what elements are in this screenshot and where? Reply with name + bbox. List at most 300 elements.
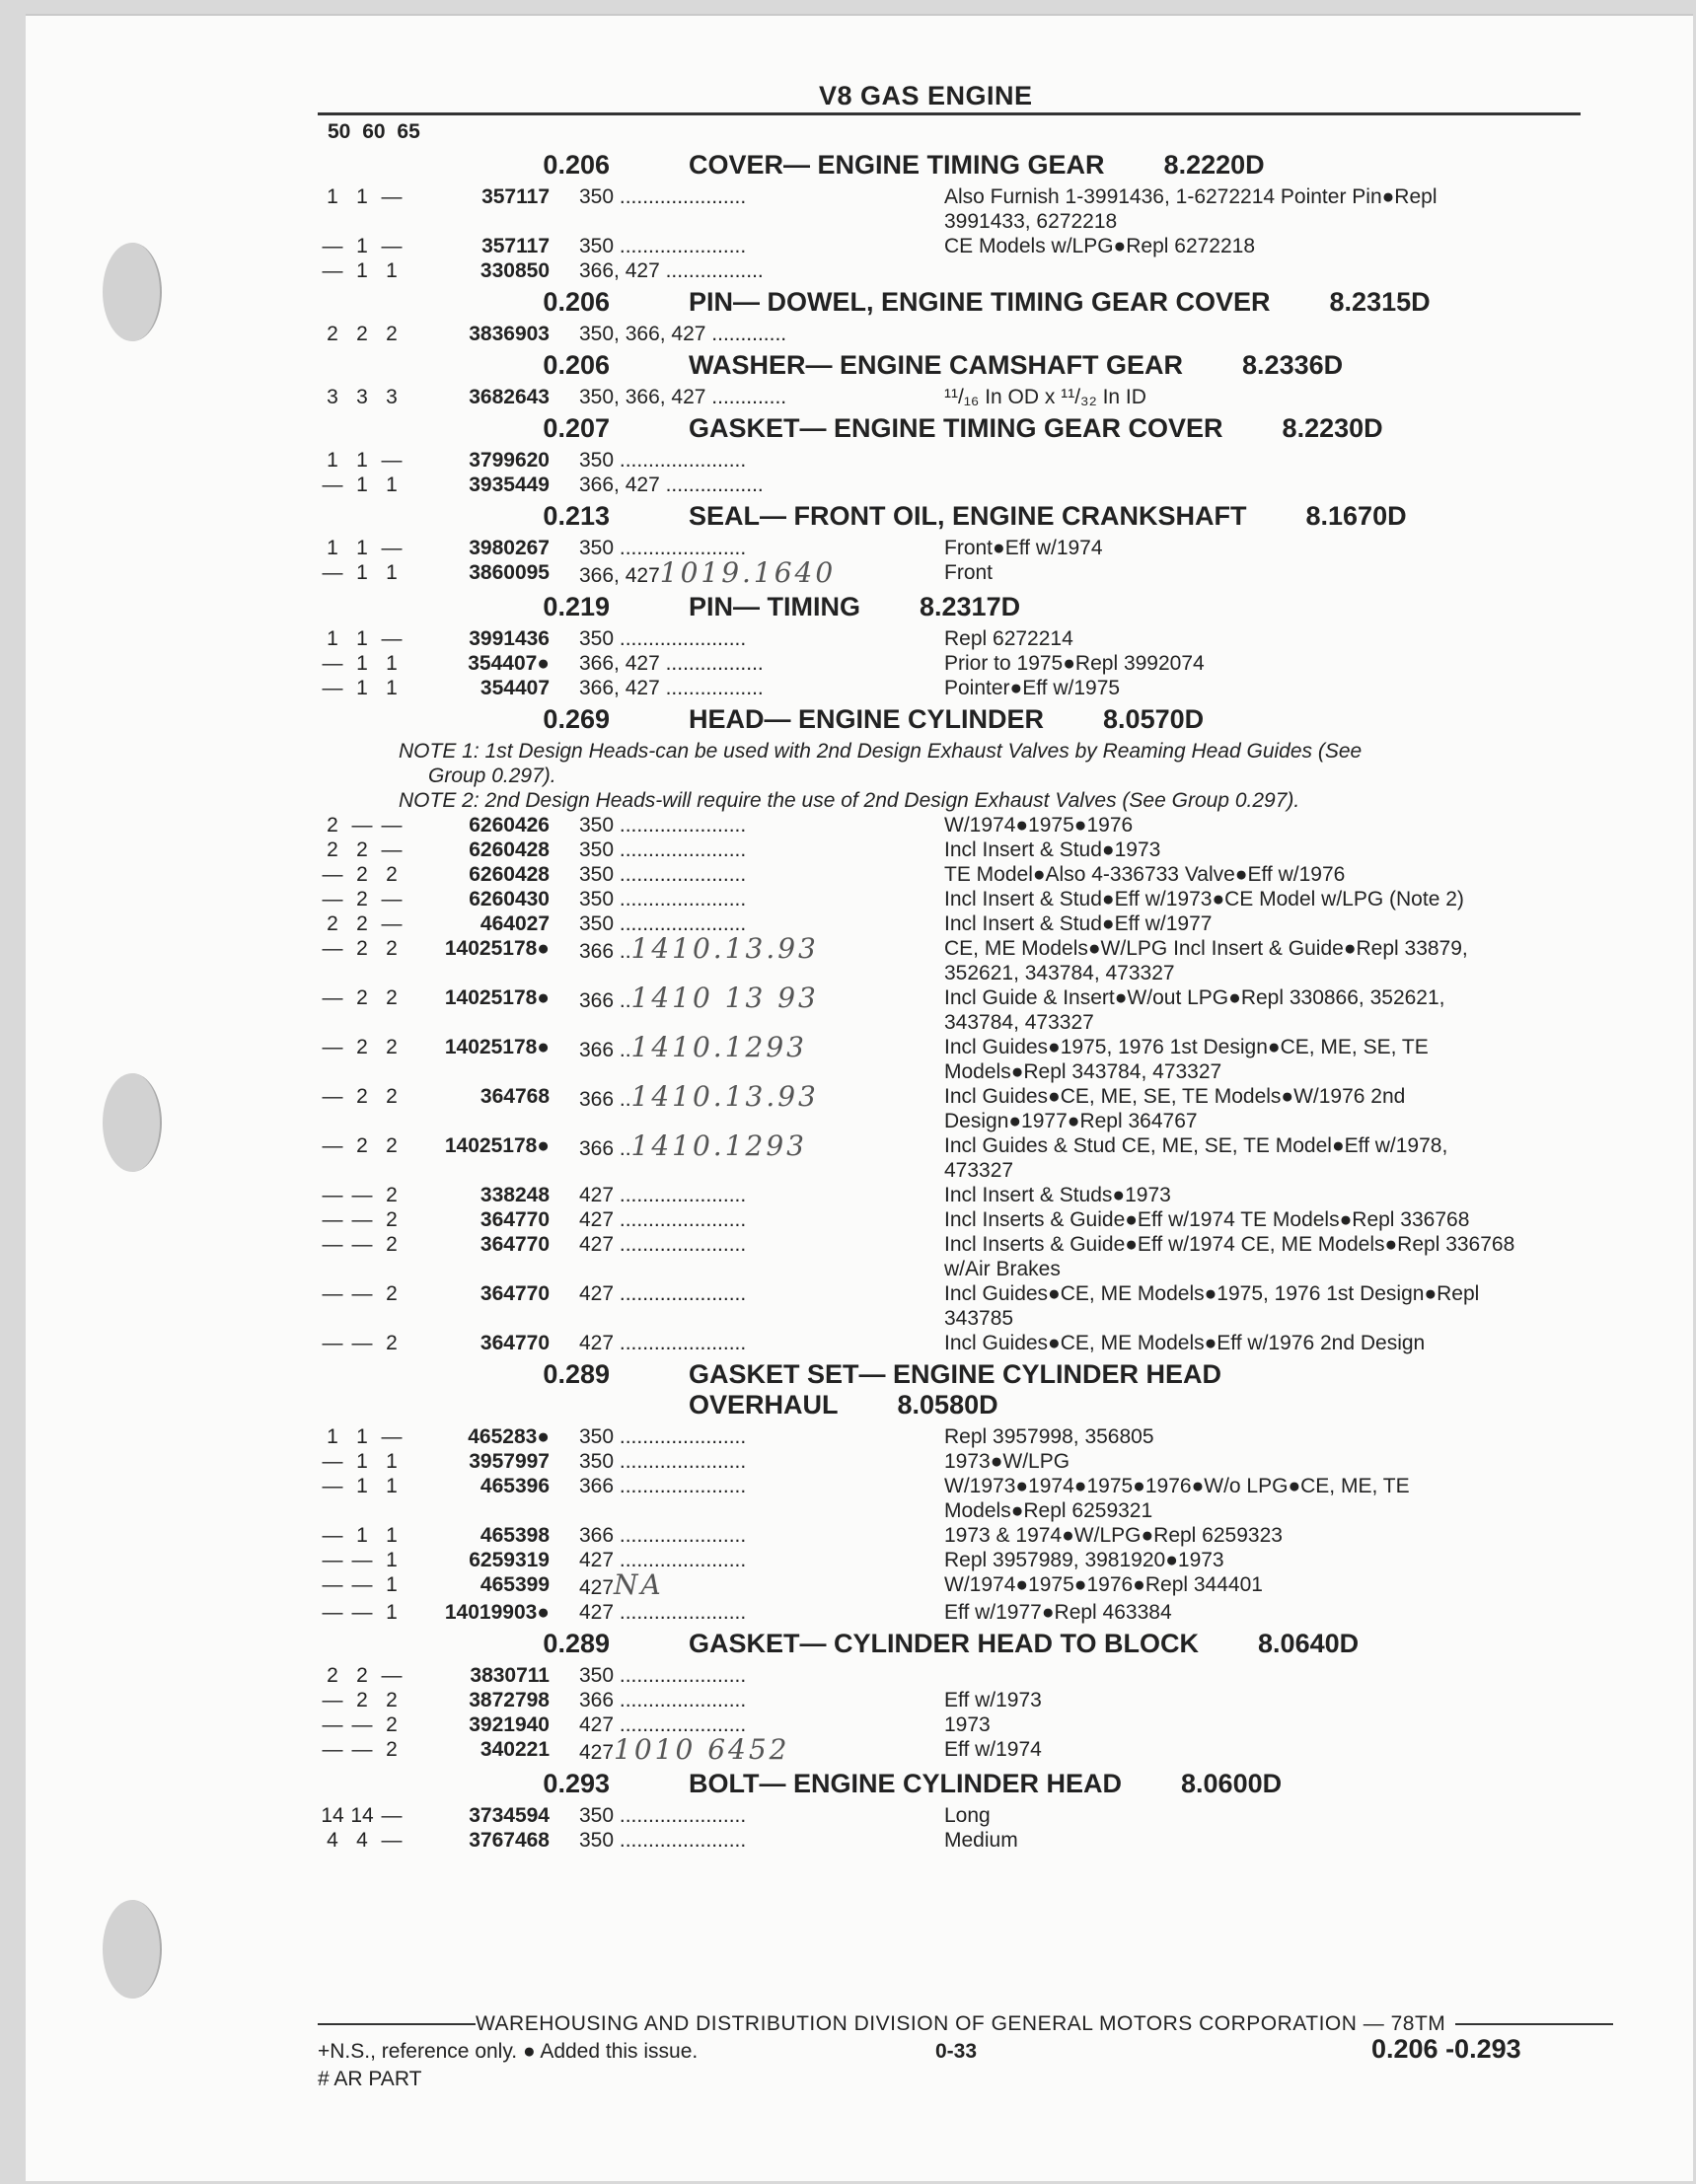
footer-publisher	[318, 2012, 1613, 2036]
model-cell	[579, 1523, 944, 1548]
part-number: 14025178●	[444, 937, 550, 960]
quantity-cell: 2	[356, 863, 368, 886]
part-number: 3980267	[469, 537, 550, 559]
model-text: 350 ......................	[579, 1425, 747, 1448]
model-text: 350 ......................	[579, 1664, 747, 1687]
part-number: 465283●	[468, 1425, 550, 1448]
part-number: 364768	[479, 1085, 550, 1108]
part-number: 3767468	[469, 1829, 550, 1852]
quantity-cell: 2	[386, 986, 398, 1009]
description-cell: Incl Inserts & Guide●Eff w/1974 CE, ME Models●Repl 336768 w/Air Brakes	[944, 1233, 1515, 1280]
description-cell: Incl Insert & Studs●1973	[944, 1184, 1171, 1206]
quantity-cell: 1	[386, 1475, 398, 1497]
part-number: 14025178●	[444, 1134, 550, 1157]
quantity-cell: —	[322, 1689, 343, 1711]
part-number: 3799620	[469, 449, 550, 472]
group-number: 0.289	[543, 1359, 610, 1389]
description-cell: TE Model●Also 4-336733 Valve●Eff w/1976	[944, 863, 1346, 886]
section-name	[689, 1769, 1282, 1799]
section-code: 8.2220D	[1163, 150, 1265, 180]
quantity-cell: —	[351, 1184, 373, 1206]
table-row	[318, 1523, 1600, 1548]
quantity-cell: —	[322, 235, 343, 257]
description-cell: Front	[944, 561, 994, 584]
description-cell: CE Models w/LPG●Repl 6272218	[944, 235, 1256, 257]
quantity-cell: 2	[356, 1085, 368, 1108]
section-name-text-2: OVERHAUL	[689, 1390, 839, 1420]
model-text: 427 ......................	[579, 1208, 747, 1231]
quantity-cell: 2	[386, 1282, 398, 1305]
model-text: 366, 427 .................	[579, 259, 764, 282]
description-cell: Incl Guides & Stud CE, ME, SE, TE Model●Eff w/1978, 473327	[944, 1134, 1448, 1182]
table-row	[318, 1737, 1600, 1765]
model-text: 366 ......................	[579, 1524, 747, 1547]
table-row	[318, 322, 1600, 346]
table-row	[318, 676, 1600, 700]
quantity-cell: —	[322, 1208, 343, 1231]
part-number: 3872798	[469, 1689, 550, 1711]
quantity-cell: 2	[386, 1689, 398, 1711]
description-cell	[944, 473, 1516, 497]
model-text: 350 ......................	[579, 1450, 747, 1473]
table-row	[318, 862, 1600, 887]
group-number: 0.219	[543, 592, 610, 621]
quantity-cell: 2	[356, 888, 368, 910]
model-cell	[579, 1232, 944, 1281]
model-cell	[579, 1737, 944, 1765]
part-number: 354407	[479, 677, 550, 699]
quantity-cell: 1	[356, 1475, 368, 1497]
quantity-cell: 2	[356, 838, 368, 861]
quantity-cell: 3	[356, 386, 368, 408]
handwritten-note: 1410 13 93	[630, 985, 819, 1014]
description-cell: Eff w/1974	[944, 1738, 1042, 1761]
model-text: 350 ......................	[579, 1804, 747, 1827]
section-name	[689, 1629, 1359, 1659]
model-cell	[579, 234, 944, 258]
quantity-cell: —	[322, 1332, 343, 1354]
section-header	[318, 1769, 1600, 1799]
table-row	[318, 1084, 1600, 1133]
section-note	[318, 788, 1600, 813]
table-row	[318, 1663, 1600, 1688]
section-note	[318, 739, 1600, 788]
model-text: 350 ......................	[579, 863, 747, 886]
footer-rule	[1455, 2023, 1613, 2025]
footer-legend: +N.S., reference only. ● Added this issue.	[318, 2040, 699, 2063]
model-text: 427 ......................	[579, 1713, 747, 1736]
handwritten-note: 1410.1293	[630, 1035, 807, 1063]
quantity-cell: —	[351, 1549, 373, 1571]
table-row	[318, 1712, 1600, 1737]
quantity-cell: —	[322, 259, 343, 282]
model-cell	[579, 258, 944, 283]
description-cell: Incl Inserts & Guide●Eff w/1974 TE Models●Repl 336768	[944, 1208, 1470, 1231]
table-row	[318, 1232, 1600, 1281]
quantity-cell: —	[322, 1738, 343, 1761]
group-number: 0.206	[543, 287, 610, 317]
quantity-cell: 2	[386, 937, 398, 960]
handwritten-note: 1410.1293	[630, 1133, 807, 1162]
table-row	[318, 1424, 1600, 1449]
table-row	[318, 651, 1600, 676]
model-cell	[579, 1803, 944, 1828]
model-cell	[579, 911, 944, 936]
part-number: 14025178●	[444, 986, 550, 1009]
quantity-cell: 4	[356, 1829, 368, 1852]
footer-ar-part: # AR PART	[318, 2068, 422, 2090]
description-cell: Incl Guide & Insert●W/out LPG●Repl 330866, 352621, 343784, 473327	[944, 986, 1445, 1034]
part-number: 364770	[479, 1208, 550, 1231]
quantity-cell: —	[322, 652, 343, 675]
model-cell	[579, 1572, 944, 1600]
model-cell	[579, 1600, 944, 1625]
part-number: 464027	[479, 912, 550, 935]
model-cell	[579, 1183, 944, 1207]
quantity-cell: 2	[386, 1208, 398, 1231]
section-name-text: PIN— TIMING	[689, 592, 860, 621]
quantity-cell: 2	[356, 1134, 368, 1157]
section-name-text: PIN— DOWEL, ENGINE TIMING GEAR COVER	[689, 287, 1271, 317]
quantity-cell: —	[381, 912, 403, 935]
model-cell	[579, 448, 944, 473]
model-cell	[579, 813, 944, 837]
section-name	[689, 287, 1431, 318]
table-row	[318, 1449, 1600, 1474]
table-row	[318, 837, 1600, 862]
model-text: 366, 427 .................	[579, 473, 764, 496]
description-cell: W/1973●1974●1975●1976●W/o LPG●CE, ME, TE Models●Repl 6259321	[944, 1475, 1410, 1522]
part-number: 3991436	[469, 627, 550, 650]
table-row	[318, 1035, 1600, 1084]
page-number: 0-33	[935, 2040, 978, 2063]
model-cell	[579, 887, 944, 911]
binder-hole	[103, 1073, 162, 1172]
part-number: 364770	[479, 1332, 550, 1354]
quantity-cell: —	[381, 1804, 403, 1827]
description-cell: Pointer●Eff w/1975	[944, 677, 1121, 699]
quantity-cell: 1	[386, 259, 398, 282]
quantity-cell: 2	[327, 814, 338, 837]
quantity-cell: —	[381, 185, 403, 208]
table-row	[318, 1207, 1600, 1232]
quantity-cell: 1	[356, 627, 368, 650]
quantity-cell: 1	[356, 652, 368, 675]
table-row	[318, 1803, 1600, 1828]
model-cell	[579, 184, 944, 234]
quantity-cell: —	[322, 1713, 343, 1736]
model-cell	[579, 837, 944, 862]
section-header	[318, 413, 1600, 444]
model-text: 350 ......................	[579, 838, 747, 861]
quantity-cell: 2	[356, 937, 368, 960]
model-text: 350 ......................	[579, 912, 747, 935]
quantity-cell: 1	[327, 627, 338, 650]
section-name-text: HEAD— ENGINE CYLINDER	[689, 704, 1045, 734]
quantity-cell: —	[381, 1829, 403, 1852]
part-number: 6260426	[469, 814, 550, 837]
model-cell	[579, 560, 944, 588]
part-number: 465399	[479, 1573, 550, 1596]
group-number: 0.293	[543, 1769, 610, 1798]
quantity-cell: 2	[386, 1713, 398, 1736]
quantity-cell: 1	[356, 537, 368, 559]
column-header: 50 60 65	[328, 120, 420, 143]
description-cell: Eff w/1977●Repl 463384	[944, 1601, 1172, 1624]
quantity-cell: 2	[356, 912, 368, 935]
model-cell	[579, 1828, 944, 1853]
quantity-cell: 2	[327, 838, 338, 861]
description-cell: Incl Insert & Stud●Eff w/1977	[944, 912, 1213, 935]
model-text: 350, 366, 427 .............	[579, 386, 787, 408]
quantity-cell: 1	[327, 449, 338, 472]
quantity-cell: —	[322, 473, 343, 496]
quantity-cell: 1	[386, 1573, 398, 1596]
quantity-cell: 2	[327, 912, 338, 935]
quantity-cell: 1	[356, 259, 368, 282]
quantity-cell: 1	[386, 1450, 398, 1473]
section-name-line2	[689, 1390, 1221, 1420]
model-text: 427 ......................	[579, 1233, 747, 1256]
part-number: 338248	[479, 1184, 550, 1206]
section-code: 8.2336D	[1242, 350, 1344, 380]
quantity-cell: 14	[350, 1804, 374, 1827]
quantity-cell: —	[322, 1601, 343, 1624]
description-cell	[944, 258, 1516, 283]
quantity-cell: 1	[386, 1524, 398, 1547]
quantity-cell: 1	[386, 677, 398, 699]
table-row	[318, 887, 1600, 911]
part-number: 3935449	[469, 473, 550, 496]
model-cell	[579, 1688, 944, 1712]
part-number: 6260428	[469, 863, 550, 886]
table-row	[318, 258, 1600, 283]
section-header	[318, 704, 1600, 735]
model-text: 350 ......................	[579, 235, 747, 257]
section-header	[318, 1629, 1600, 1659]
table-row	[318, 1600, 1600, 1625]
handwritten-note: 1410.13.93	[630, 1084, 819, 1113]
quantity-cell: 1	[386, 652, 398, 675]
quantity-cell: —	[322, 986, 343, 1009]
handwritten-note: NA	[614, 1572, 664, 1600]
quantity-cell: —	[351, 1208, 373, 1231]
model-cell	[579, 985, 944, 1035]
description-cell: Long	[944, 1804, 991, 1827]
part-number: 3921940	[469, 1713, 550, 1736]
model-text: 366, 427	[579, 564, 660, 587]
description-cell: Incl Guides●CE, ME Models●Eff w/1976 2nd Design	[944, 1332, 1426, 1354]
section-header	[318, 150, 1600, 181]
description-cell: Repl 3957989, 3981920●1973	[944, 1549, 1224, 1571]
group-range: 0.206 -0.293	[1371, 2034, 1521, 2064]
quantity-cell: 2	[356, 1689, 368, 1711]
quantity-cell: —	[381, 838, 403, 861]
part-number: 3957997	[469, 1450, 550, 1473]
description-cell: Also Furnish 1-3991436, 1-6272214 Pointer Pin●Repl 3991433, 6272218	[944, 185, 1438, 233]
description-cell: ¹¹/₁₆ In OD x ¹¹/₃₂ In ID	[944, 386, 1146, 408]
quantity-cell: 2	[386, 1184, 398, 1206]
description-cell: 1973 & 1974●W/LPG●Repl 6259323	[944, 1524, 1283, 1547]
description-cell: 1973●W/LPG	[944, 1450, 1070, 1473]
quantity-cell: —	[322, 1134, 343, 1157]
section-header	[318, 287, 1600, 318]
quantity-cell: —	[351, 1738, 373, 1761]
model-text: 366 ......................	[579, 1689, 747, 1711]
description-cell	[944, 448, 1516, 473]
quantity-cell: 2	[356, 323, 368, 345]
section-name	[689, 350, 1343, 381]
description-cell: Eff w/1973	[944, 1689, 1042, 1711]
model-text: 350 ......................	[579, 449, 747, 472]
model-text: 350 ......................	[579, 814, 747, 837]
model-text: 427	[579, 1576, 615, 1599]
part-number: 6259319	[469, 1549, 550, 1571]
description-cell: Repl 6272214	[944, 627, 1073, 650]
table-row	[318, 385, 1600, 409]
quantity-cell: 2	[356, 1664, 368, 1687]
description-cell: Repl 3957998, 356805	[944, 1425, 1154, 1448]
table-row	[318, 936, 1600, 985]
model-text: 427	[579, 1741, 615, 1764]
quantity-cell: —	[381, 888, 403, 910]
quantity-cell: —	[322, 1282, 343, 1305]
model-cell	[579, 1548, 944, 1572]
section-name-text: WASHER— ENGINE CAMSHAFT GEAR	[689, 350, 1184, 380]
group-number: 0.213	[543, 501, 610, 531]
section-name-text: GASKET— CYLINDER HEAD TO BLOCK	[689, 1629, 1200, 1658]
handwritten-note: 1019.1640	[659, 560, 837, 588]
quantity-cell: 2	[356, 1036, 368, 1058]
part-number: 330850	[479, 259, 550, 282]
model-cell	[579, 1035, 944, 1084]
quantity-cell: —	[351, 1233, 373, 1256]
quantity-cell: 1	[356, 235, 368, 257]
section-name-text: GASKET— ENGINE TIMING GEAR COVER	[689, 413, 1223, 443]
model-text: 366 ......................	[579, 1475, 747, 1497]
footer-publisher-text: WAREHOUSING AND DISTRIBUTION DIVISION OF GENERAL MOTORS CORPORATION — 78TM	[476, 2012, 1446, 2035]
section-header	[318, 592, 1600, 622]
model-text: 350 ......................	[579, 537, 747, 559]
model-cell	[579, 473, 944, 497]
description-cell: Front●Eff w/1974	[944, 537, 1103, 559]
section-code: 8.2315D	[1329, 287, 1431, 317]
section-name	[689, 592, 1020, 622]
page-title: V8 GAS ENGINE	[819, 81, 1033, 110]
binder-hole	[103, 243, 162, 341]
quantity-cell: 1	[327, 1425, 338, 1448]
quantity-cell: —	[322, 1036, 343, 1058]
part-number: 364770	[479, 1282, 550, 1305]
part-number: 3860095	[469, 561, 550, 584]
quantity-cell: 4	[327, 1829, 338, 1852]
description-cell: Prior to 1975●Repl 3992074	[944, 652, 1205, 675]
quantity-cell: 2	[386, 1738, 398, 1761]
quantity-cell: —	[322, 1184, 343, 1206]
quantity-cell: —	[322, 1475, 343, 1497]
quantity-cell: 1	[356, 1524, 368, 1547]
section-name-text: BOLT— ENGINE CYLINDER HEAD	[689, 1769, 1123, 1798]
section-name	[689, 150, 1265, 181]
part-number: 6260428	[469, 838, 550, 861]
table-row	[318, 1688, 1600, 1712]
title-rule	[318, 112, 1581, 115]
table-row	[318, 536, 1600, 560]
model-cell	[579, 1281, 944, 1331]
quantity-cell: 1	[327, 537, 338, 559]
model-text: 350 ......................	[579, 1829, 747, 1852]
model-text: 350 ......................	[579, 185, 747, 208]
model-text: 366 ..	[579, 1137, 631, 1160]
quantity-cell: 2	[386, 323, 398, 345]
quantity-cell: 1	[356, 561, 368, 584]
part-number: 3830711	[470, 1664, 550, 1687]
quantity-cell: —	[381, 1425, 403, 1448]
quantity-cell: 2	[386, 1134, 398, 1157]
part-number: 14019903●	[444, 1601, 550, 1624]
section-header	[318, 501, 1600, 532]
model-text: 350, 366, 427 .............	[579, 323, 787, 345]
description-cell: CE, ME Models●W/LPG Incl Insert & Guide●Repl 33879, 352621, 343784, 473327	[944, 937, 1468, 984]
section-name	[689, 704, 1204, 735]
model-cell	[579, 1331, 944, 1355]
note-continuation: Group 0.297).	[428, 764, 556, 787]
group-number: 0.289	[543, 1629, 610, 1658]
section-code: 8.0640D	[1258, 1629, 1360, 1658]
model-cell	[579, 385, 944, 409]
table-row	[318, 985, 1600, 1035]
quantity-cell: 1	[356, 185, 368, 208]
description-cell	[944, 322, 1516, 346]
section-code: 8.1670D	[1305, 501, 1407, 531]
quantity-cell: —	[381, 235, 403, 257]
model-text: 427 ......................	[579, 1282, 747, 1305]
quantity-cell: 1	[356, 1450, 368, 1473]
section-name-text: SEAL— FRONT OIL, ENGINE CRANKSHAFT	[689, 501, 1247, 531]
group-number: 0.206	[543, 150, 610, 180]
quantity-cell: 2	[386, 863, 398, 886]
model-cell	[579, 1207, 944, 1232]
quantity-cell: —	[322, 1573, 343, 1596]
quantity-cell: 2	[386, 1036, 398, 1058]
part-number: 354407●	[468, 652, 550, 675]
quantity-cell: 3	[386, 386, 398, 408]
table-row	[318, 1133, 1600, 1183]
quantity-cell: 1	[356, 473, 368, 496]
quantity-cell: —	[322, 1549, 343, 1571]
model-cell	[579, 936, 944, 985]
model-cell	[579, 1474, 944, 1523]
handwritten-note: 1010 6452	[614, 1737, 790, 1765]
model-cell	[579, 651, 944, 676]
quantity-cell: 1	[386, 1549, 398, 1571]
model-cell	[579, 862, 944, 887]
table-row	[318, 234, 1600, 258]
section-name	[689, 501, 1407, 532]
quantity-cell: 2	[386, 1332, 398, 1354]
quantity-cell: 2	[386, 1085, 398, 1108]
group-number: 0.207	[543, 413, 610, 443]
quantity-cell: —	[322, 561, 343, 584]
model-text: 427 ......................	[579, 1601, 747, 1624]
table-row	[318, 1572, 1600, 1600]
note-text: NOTE 1: 1st Design Heads-can be used with 2nd Design Exhaust Valves by Reaming Head Guides (See	[399, 740, 1363, 763]
table-row	[318, 560, 1600, 588]
part-number: 465398	[479, 1524, 550, 1547]
quantity-cell: —	[381, 814, 403, 837]
parts-list	[318, 146, 1600, 1853]
model-cell	[579, 536, 944, 560]
